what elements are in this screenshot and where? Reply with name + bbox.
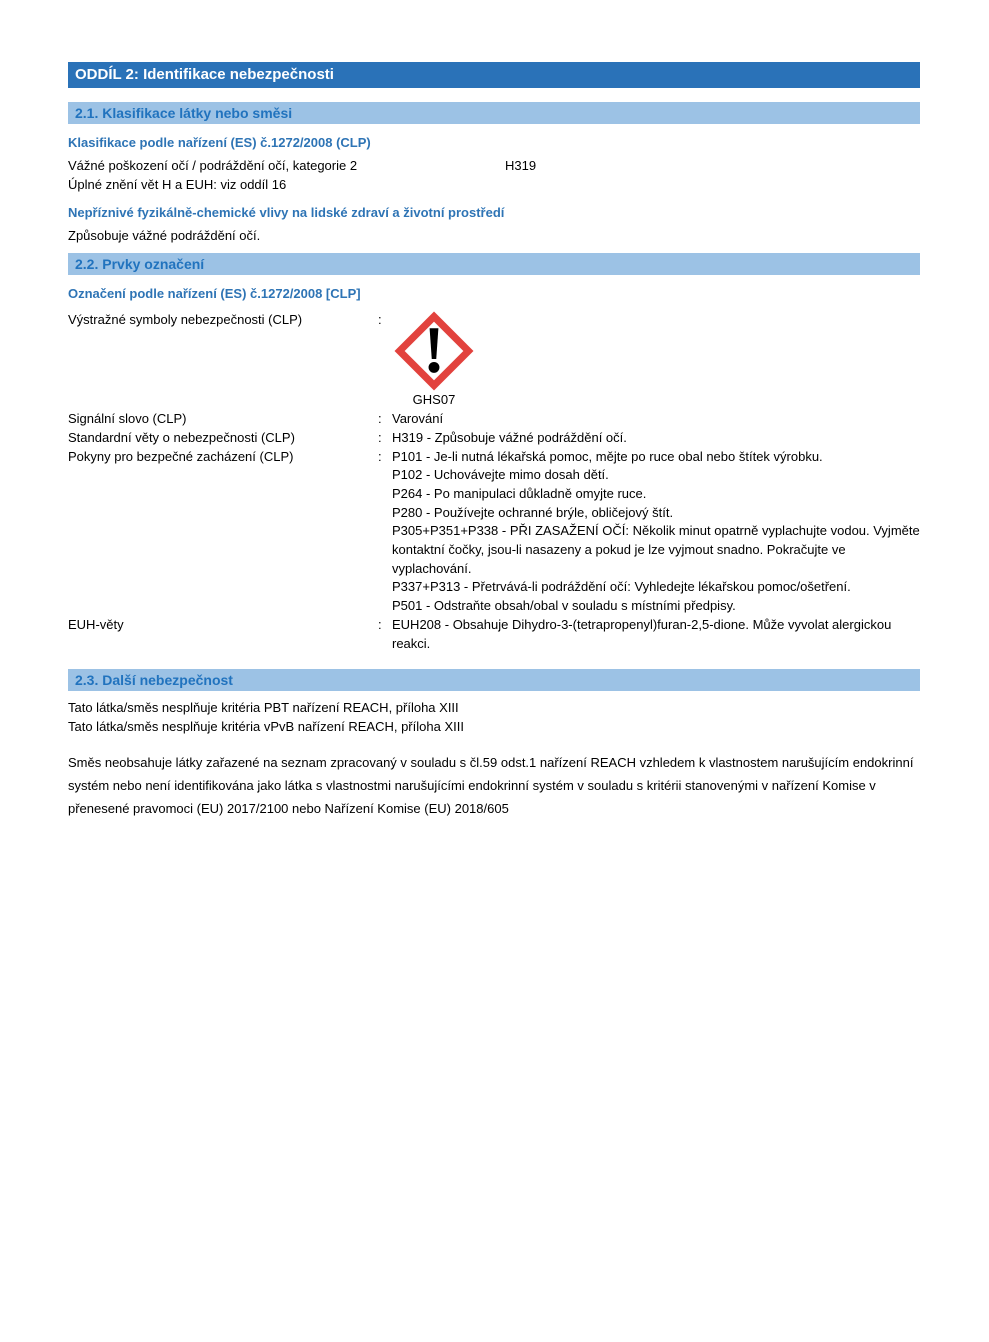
colon-separator: : [378,616,382,632]
euh-statement-line: EUH208 - Obsahuje Dihydro-3-(tetrapropenyl)furan-2,5-dione. Může vyvolat alergickou [392,616,892,632]
labelling-heading: Označení podle nařízení (ES) č.1272/2008 [CLP] [68,286,361,302]
clp-classification-heading: Klasifikace podle nařízení (ES) č.1272/2008 (CLP) [68,135,371,150]
p-statement-line: P101 - Je-li nutná lékařská pomoc, mějte po ruce obal nebo štítek výrobku. [392,448,823,464]
pictogram-row [68,311,920,407]
signal-word-value: Varování [392,411,444,427]
pictogram-code-label: GHS07 [412,392,456,408]
colon-separator: : [378,429,382,445]
hazard-code: H319 [505,158,537,173]
pbt-line: Tato látka/směs nesplňuje kritéria PBT nařízení REACH, příloha XIII [68,700,459,716]
p-statement-line: P264 - Po manipulaci důkladně omyjte ruce. [392,485,647,501]
adverse-effects-heading: Nepříznivé fyzikálně-chemické vlivy na lidské zdraví a životní prostředí [68,205,505,221]
colon-separator: : [378,411,382,427]
ghs07-exclamation-icon [394,311,474,391]
paragraph-line: Směs neobsahuje látky zařazené na seznam zpracovaný v souladu s čl.59 odst.1 nařízení REACH vzhledem k vlastnostem narušujícím endokrinní [68,754,914,770]
hazard-class-text: Vážné poškození očí / podráždění očí, kategorie 2 [68,158,358,173]
signal-word-label: Signální slovo (CLP) [68,411,187,427]
p-statement-line: P280 - Používejte ochranné brýle, obličejový štít. [392,504,674,520]
signal-word-row [68,410,920,429]
euh-lines [392,616,920,653]
precautionary-lines [392,448,920,616]
paragraph-line: přenesené pravomoci (EU) 2017/2100 nebo Nařízení Komise (EU) 2018/605 [68,800,509,816]
sds-document-page [0,62,989,1342]
pbt-vpvb-block [68,699,920,736]
p-statement-line: P102 - Uchovávejte mimo dosah dětí. [392,467,609,483]
subsection-2-1-header: 2.1. Klasifikace látky nebo směsi [68,102,920,124]
pictogram-row-label: Výstražné symboly nebezpečnosti (CLP) [68,312,303,328]
vpvb-line: Tato látka/směs nesplňuje kritéria vPvB nařízení REACH, příloha XIII [68,718,464,734]
euh-label: EUH-věty [68,616,124,632]
p-statement-line: P501 - Odstraňte obsah/obal v souladu s místními předpisy. [392,598,736,614]
euh-statements-row [68,616,920,653]
hazard-statements-row [68,429,920,448]
p-statement-line: vyplachování. [392,560,472,576]
p-statement-line: P337+P313 - Přetrvává-li podráždění očí: Vyhledejte lékařskou pomoc/ošetření. [392,579,851,595]
euh-statement-line: reakci. [392,635,431,651]
p-statement-line: P305+P351+P338 - PŘI ZASAŽENÍ OČÍ: Několik minut opatrně vyplachujte vodou. Vyjměte [392,523,920,539]
section-2-header: ODDÍL 2: Identifikace nebezpečnosti [68,62,920,88]
subsection-2-2-header: 2.2. Prvky označení [68,253,920,275]
colon-separator: : [378,448,382,464]
hazard-statements-label: Standardní věty o nebezpečnosti (CLP) [68,429,295,445]
p-statement-line: kontaktní čočky, jsou-li nasazeny a pokud je lze vyjmout snadno. Pokračujte ve [392,542,846,558]
hazard-statements-value: H319 - Způsobuje vážné podráždění očí. [392,429,627,445]
classification-row [68,157,920,176]
precautionary-statements-row [68,448,920,616]
precautionary-label: Pokyny pro bezpečné zacházení (CLP) [68,448,294,464]
paragraph-line: systém nebo není identifikována jako látka s vlastnostmi narušujícími endokrinní systém v souladu s kritérii stanovenými v nařízení Komise v [68,777,876,793]
colon-separator: : [378,312,382,328]
adverse-effects-text: Způsobuje vážné podráždění očí. [68,228,261,244]
labelling-rows [68,410,920,653]
ghs07-pictogram [394,311,474,407]
endocrine-paragraph [68,751,920,820]
full-text-note: Úplné znění vět H a EUH: viz oddíl 16 [68,176,287,192]
document-content [68,62,920,820]
subsection-2-3-header: 2.3. Další nebezpečnost [68,669,920,691]
